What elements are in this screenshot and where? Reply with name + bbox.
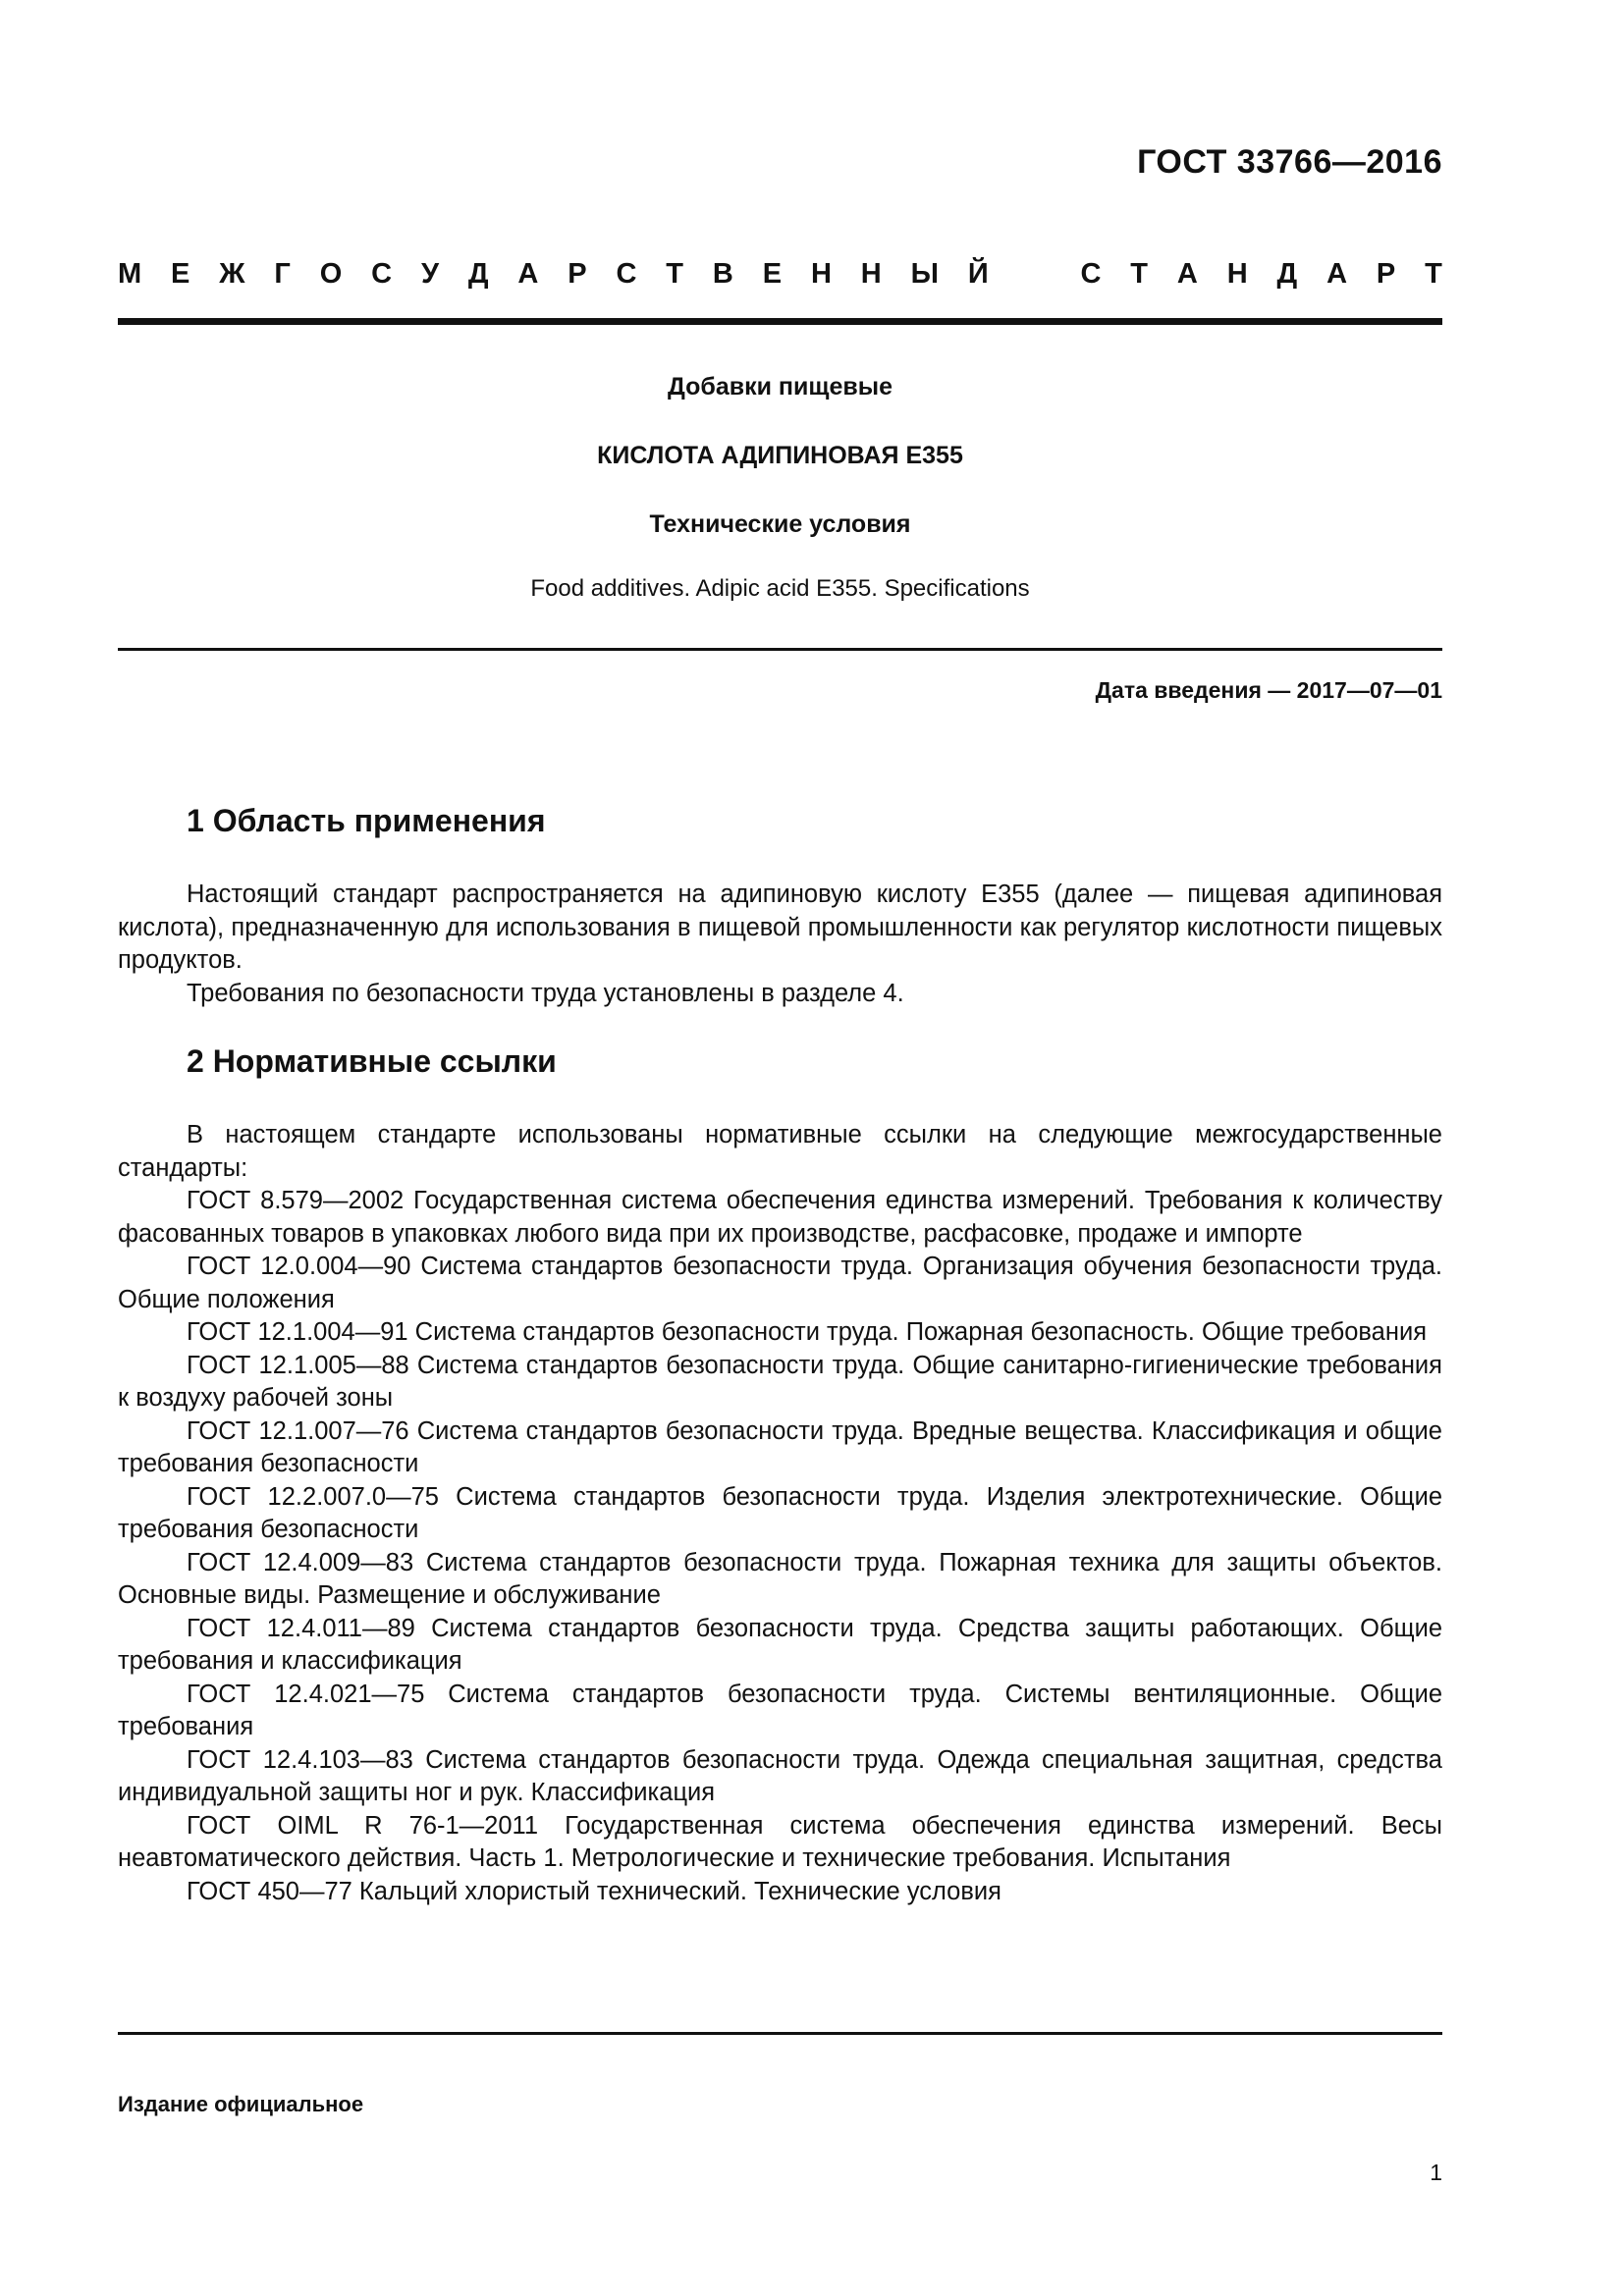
section-1-heading: 1 Область применения — [187, 803, 546, 838]
reference-item: ГОСТ OIML R 76-1—2011 Государственная система обеспечения единства измерений. Весы неавтоматического действия. Часть 1. Метрологические и технические требования. Испытания — [118, 1811, 1442, 1872]
title-rule — [118, 648, 1442, 651]
banner-word-gap — [1018, 258, 1052, 291]
paragraph: Настоящий стандарт распространяется на адипиновую кислоту Е355 (далее — пищевая адипиновая кислота), предназначенную для использования в пищевой промышленности как регулятор кислотности пищевых продуктов. — [118, 881, 1442, 974]
banner-letter: В — [712, 258, 733, 290]
reference-item: ГОСТ 12.2.007.0—75 Система стандартов безопасности труда. Изделия электротехнические. Общие требования безопасности — [118, 1482, 1442, 1543]
edition-label: Издание официальное — [118, 2092, 364, 2116]
banner-letter: А — [517, 258, 539, 290]
banner-letter: Р — [1376, 258, 1396, 290]
banner-letter: С — [371, 258, 393, 290]
banner-letter: Е — [762, 258, 783, 290]
banner-letter: Н — [1226, 258, 1248, 290]
banner-letter: Й — [967, 258, 989, 290]
reference-item: ГОСТ 12.0.004—90 Система стандартов безопасности труда. Организация обучения безопасности труда. Общие положения — [118, 1253, 1442, 1313]
banner-letter: Г — [274, 258, 291, 290]
reference-item: ГОСТ 12.4.011—89 Система стандартов безопасности труда. Средства защиты работающих. Общие требования и классификация — [118, 1614, 1442, 1675]
banner-letter: Ж — [219, 258, 245, 290]
paragraph: В настоящем стандарте использованы нормативные ссылки на следующие межгосударственные стандарты: — [118, 1121, 1442, 1182]
banner-letter: Т — [666, 258, 684, 290]
title-product: КИСЛОТА АДИПИНОВАЯ Е355 — [597, 442, 963, 469]
banner-letter: У — [420, 258, 439, 290]
banner-letter: Н — [810, 258, 832, 290]
introduction-date: Дата введения — 2017—07—01 — [1095, 677, 1442, 703]
banner-letter: А — [1176, 258, 1198, 290]
banner-letter: Д — [467, 258, 489, 290]
title-kind: Технические условия — [649, 510, 911, 538]
reference-item: ГОСТ 12.1.004—91 Система стандартов безопасности труда. Пожарная безопасность. Общие требования — [187, 1318, 1427, 1346]
footer-rule — [118, 2032, 1442, 2035]
banner-letter: Т — [1425, 258, 1442, 290]
banner-letter: А — [1326, 258, 1348, 290]
banner-letter: С — [616, 258, 637, 290]
banner-letter: Д — [1276, 258, 1298, 290]
banner-letter: О — [319, 258, 343, 290]
section-2-heading: 2 Нормативные ссылки — [187, 1043, 557, 1079]
banner-letter: Т — [1130, 258, 1149, 290]
reference-item: ГОСТ 8.579—2002 Государственная система обеспечения единства измерений. Требования к количеству фасованных товаров в упаковках любого вида при их производстве, расфасовке, продаже и импорте — [118, 1187, 1442, 1248]
reference-item: ГОСТ 12.1.005—88 Система стандартов безопасности труда. Общие санитарно-гигиенические требования к воздуху рабочей зоны — [118, 1351, 1442, 1412]
banner-letter: С — [1080, 258, 1102, 290]
banner-letter: Ы — [910, 258, 939, 290]
banner-letter: Е — [171, 258, 190, 290]
section-1-body — [118, 879, 1442, 1010]
reference-item: ГОСТ 12.1.007—76 Система стандартов безопасности труда. Вредные вещества. Классификация и общие требования безопасности — [118, 1416, 1442, 1477]
banner-letter: М — [118, 258, 142, 290]
paragraph: Требования по безопасности труда установлены в разделе 4. — [187, 979, 904, 1007]
reference-item: ГОСТ 12.4.009—83 Система стандартов безопасности труда. Пожарная техника для защиты объектов. Основные виды. Размещение и обслуживание — [118, 1548, 1442, 1609]
banner-letter: Р — [568, 258, 587, 290]
reference-item: ГОСТ 12.4.103—83 Система стандартов безопасности труда. Одежда специальная защитная, средства индивидуальной защиты ног и рук. Классификация — [118, 1745, 1442, 1806]
header-rule — [118, 318, 1442, 325]
reference-item: ГОСТ 12.4.021—75 Система стандартов безопасности труда. Системы вентиляционные. Общие требования — [118, 1680, 1442, 1740]
title-category: Добавки пищевые — [667, 373, 893, 400]
section-2-body — [118, 1119, 1442, 1908]
page-number: 1 — [1430, 2160, 1442, 2185]
standard-type-banner — [118, 258, 1442, 291]
title-english: Food additives. Adipic acid E355. Specifications — [530, 575, 1030, 602]
banner-letter: Н — [860, 258, 882, 290]
standard-number: ГОСТ 33766—2016 — [1137, 143, 1442, 181]
reference-item: ГОСТ 450—77 Кальций хлористый технический. Технические условия — [187, 1877, 1001, 1905]
